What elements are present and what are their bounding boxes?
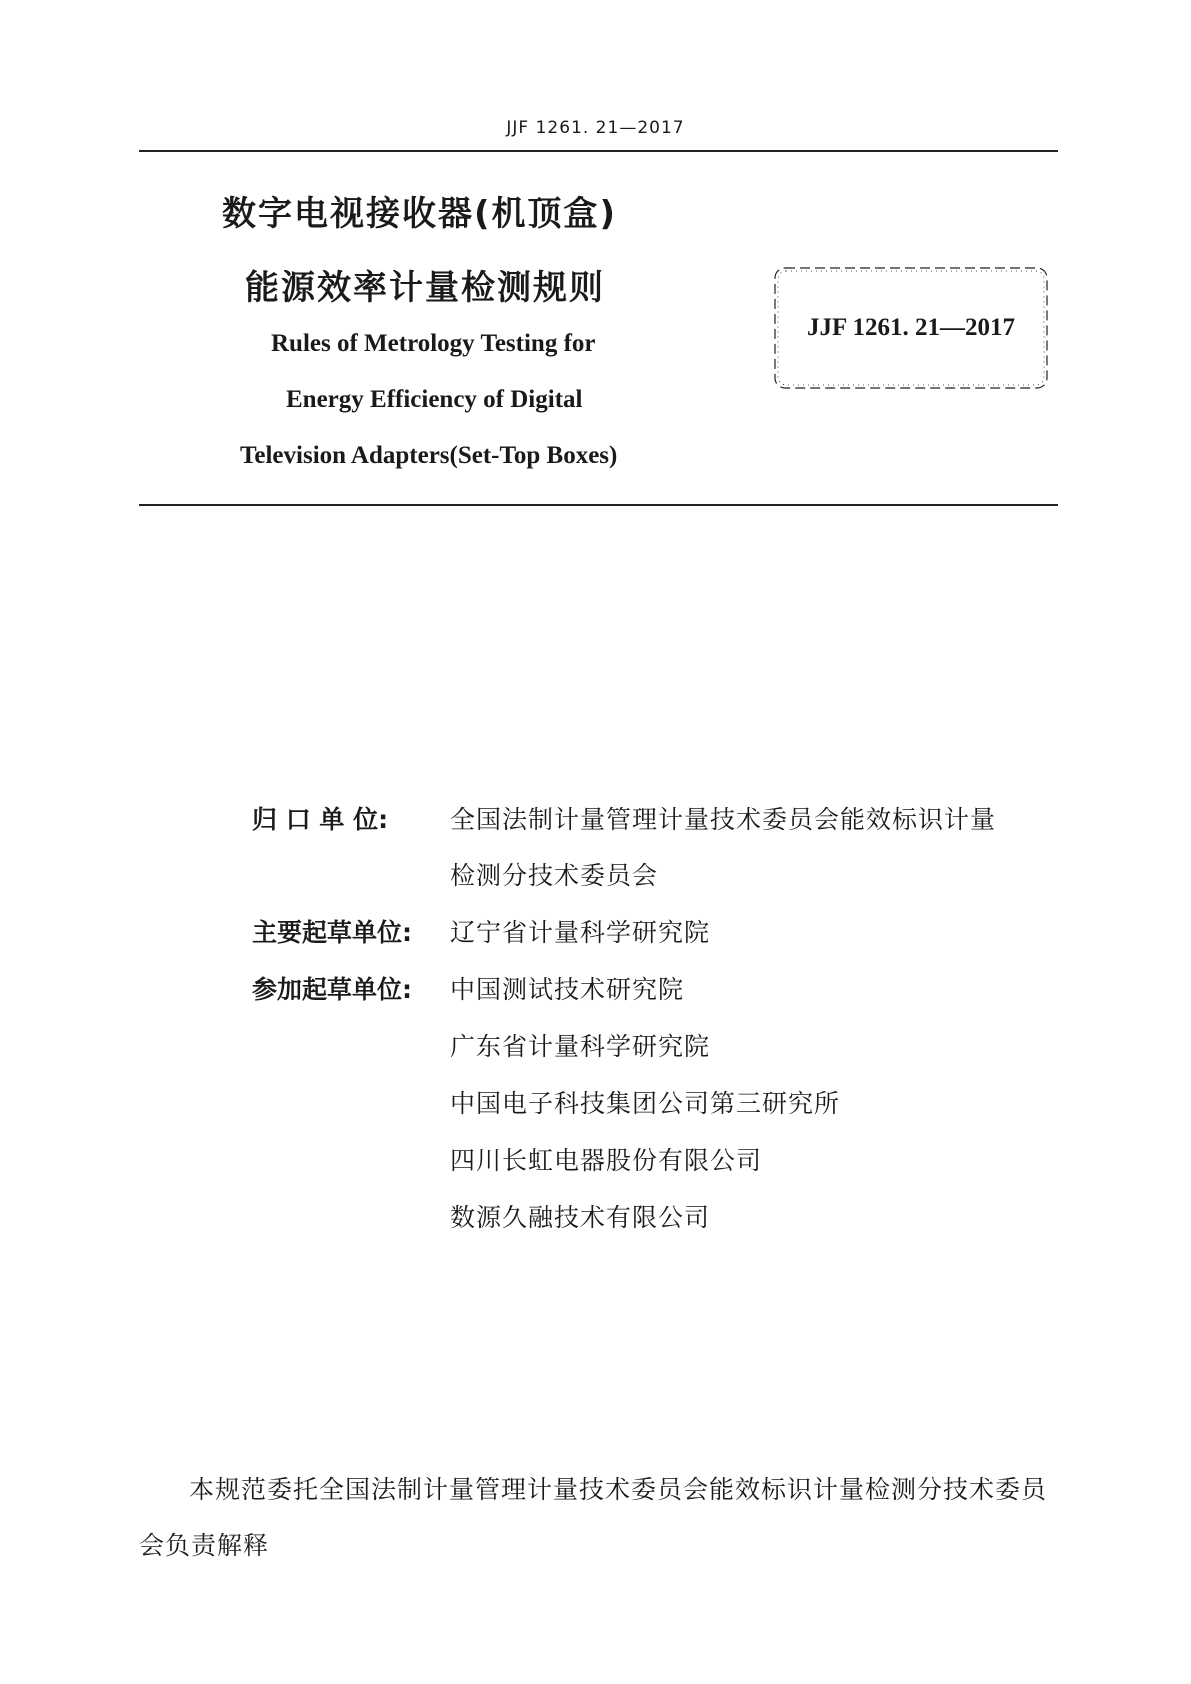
gui-kou-label: 归 口 单 位: — [252, 805, 389, 834]
footer-note: 本规范委托全国法制计量管理计量技术委员会能效标识计量检测分技术委员会负责解释 — [139, 1475, 1048, 1560]
main-drafter-label: 主要起草单位: — [252, 918, 412, 947]
title-en-line1: Rules of Metrology Testing for — [271, 330, 596, 357]
participating-item: 中国测试技术研究院 — [450, 975, 685, 1004]
top-rule — [139, 150, 1058, 152]
gui-kou-value-1: 全国法制计量管理计量技术委员会能效标识计量 — [450, 805, 997, 834]
title-cn-line2: 能源效率计量检测规则 — [245, 268, 605, 308]
title-cn-line1: 数字电视接收器(机顶盒) — [222, 194, 618, 234]
code-box-text: JJF 1261. 21—2017 — [806, 314, 1016, 341]
participating-label: 参加起草单位: — [252, 975, 412, 1004]
participating-item: 四川长虹电器股份有限公司 — [450, 1146, 763, 1175]
title-en-line2: Energy Efficiency of Digital — [286, 386, 583, 413]
gui-kou-value-2: 检测分技术委员会 — [450, 861, 659, 890]
participating-item: 广东省计量科学研究院 — [450, 1032, 711, 1061]
main-drafter-value: 辽宁省计量科学研究院 — [450, 918, 711, 947]
bottom-rule — [139, 504, 1058, 506]
code-box — [772, 265, 1050, 391]
participating-item: 数源久融技术有限公司 — [450, 1203, 711, 1232]
header-code: JJF 1261. 21—2017 — [506, 118, 685, 138]
title-en-line3: Television Adapters(Set-Top Boxes) — [240, 442, 618, 469]
participating-item: 中国电子科技集团公司第三研究所 — [450, 1089, 841, 1118]
